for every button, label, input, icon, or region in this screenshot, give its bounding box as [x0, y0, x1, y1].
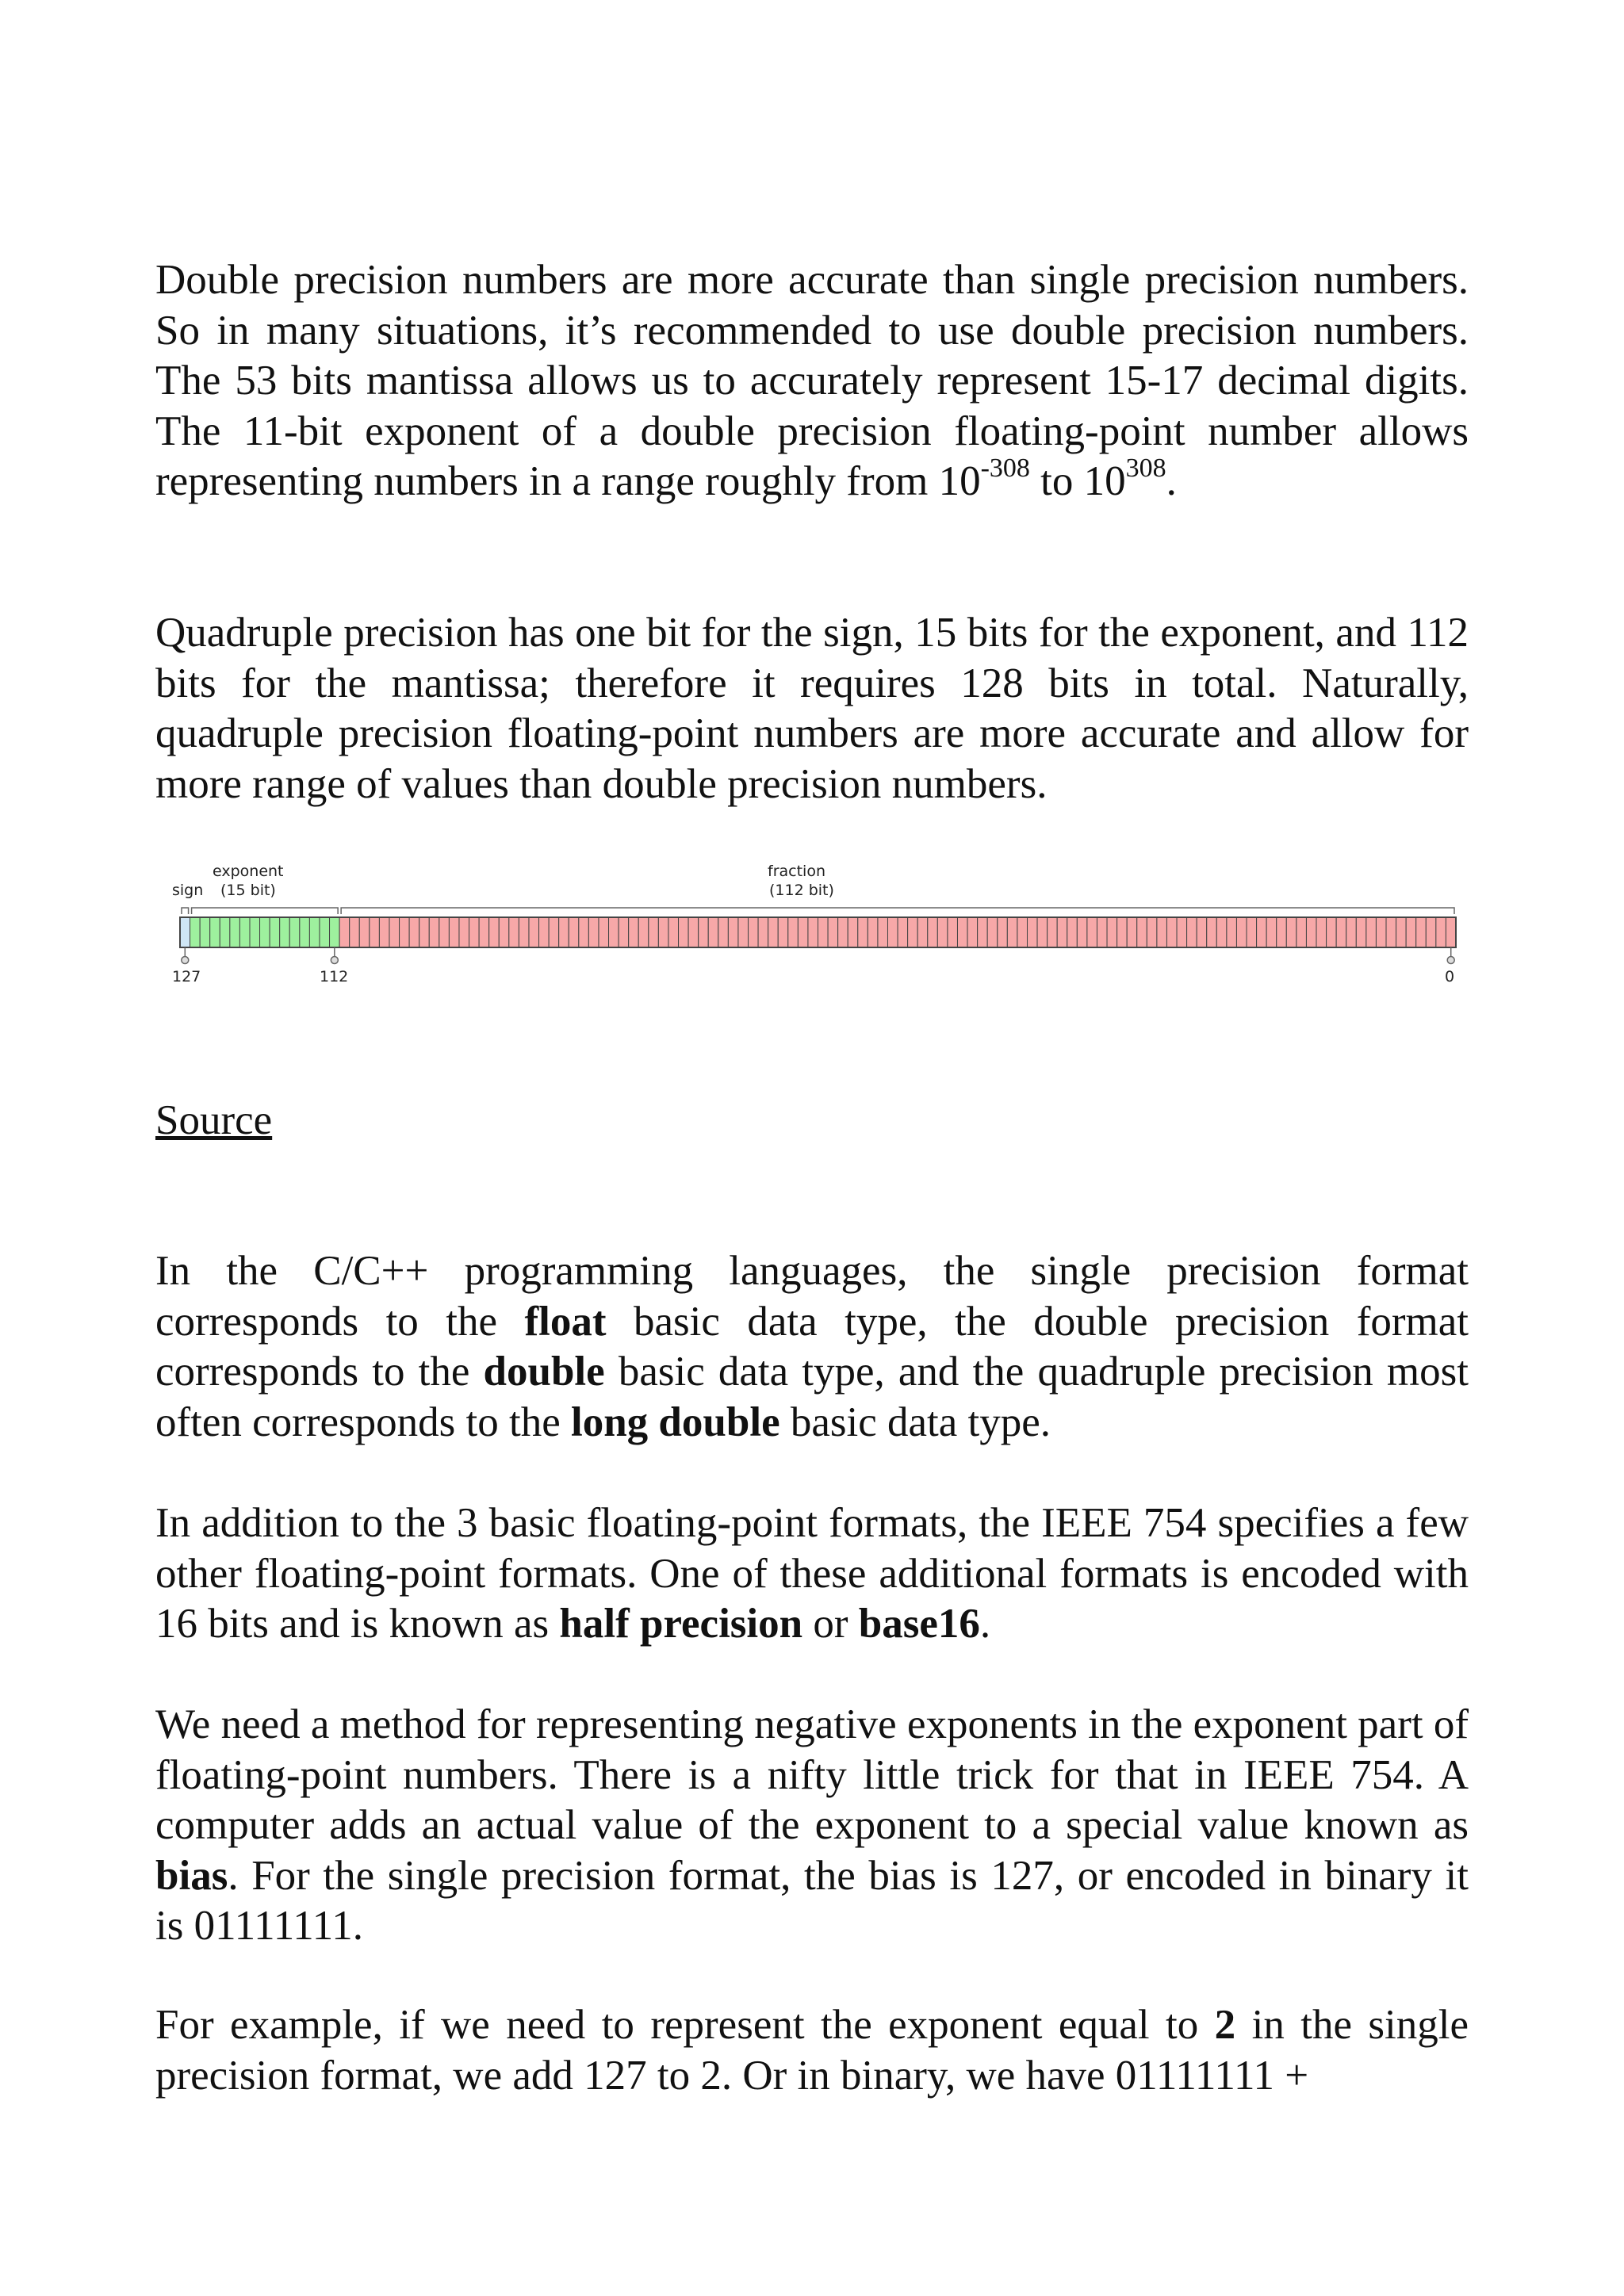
bit-position-ticks: [182, 947, 1454, 964]
fraction-bit-cell-20: [1247, 917, 1257, 947]
fraction-bit-cell-106: [389, 917, 400, 947]
fraction-bit-cell-77: [679, 917, 689, 947]
fraction-bit-cell-59: [858, 917, 868, 947]
fraction-bit-cell-64: [808, 917, 818, 947]
exponent-bit-cell-112: [330, 917, 340, 947]
fraction-bit-cell-52: [928, 917, 938, 947]
fraction-bit-cell-97: [479, 917, 489, 947]
p1-text-c: .: [1166, 458, 1177, 504]
fraction-bit-cell-91: [539, 917, 550, 947]
fraction-bit-cell-65: [798, 917, 808, 947]
fraction-bit-cell-35: [1097, 917, 1107, 947]
fraction-bit-cell-74: [708, 917, 718, 947]
fraction-bit-cell-81: [638, 917, 649, 947]
exponent-bit-cell-117: [280, 917, 290, 947]
fraction-bit-cell-16: [1286, 917, 1297, 947]
field-brackets: [182, 908, 1454, 914]
fraction-label: fraction: [768, 863, 825, 880]
p1-superscript-max: 308: [1125, 453, 1166, 484]
fraction-bit-cell-47: [978, 917, 988, 947]
p1-text-a: Double precision numbers are more accurate than single precision numbers. So in many situations, it’s recommended to use double precision numbers. The 53 bits mantissa allows us to accurately represent 15-17 decimal digits. The 11-bit exponent of a double precision floating-point number allows representing numbers in a range roughly from 10: [155, 257, 1469, 504]
fraction-bit-cell-79: [658, 917, 668, 947]
p4-text-b: basic data type, the double precision format corresponds to the: [155, 1298, 1469, 1395]
source-link[interactable]: Source: [155, 1097, 273, 1143]
fraction-bit-cell-41: [1037, 917, 1048, 947]
fraction-bit-cell-25: [1197, 917, 1207, 947]
fraction-bit-cell-107: [379, 917, 389, 947]
tick-label-112: 112: [320, 968, 349, 985]
fraction-bit-cell-50: [948, 917, 958, 947]
tick-label-0: 0: [1445, 968, 1455, 985]
fraction-bit-cell-84: [609, 917, 619, 947]
fraction-bit-cell-6: [1386, 917, 1396, 947]
fraction-bit-cell-101: [439, 917, 450, 947]
fraction-bit-cell-8: [1366, 917, 1377, 947]
tick-label-127: 127: [172, 968, 201, 985]
fraction-bit-cell-55: [898, 917, 908, 947]
fraction-bit-cell-73: [718, 917, 729, 947]
fraction-bit-cell-46: [987, 917, 998, 947]
exponent-bit-cell-120: [250, 917, 260, 947]
tick-marker-0: [1447, 957, 1454, 964]
fraction-bit-cell-1: [1436, 917, 1446, 947]
exponent-bit-cell-125: [200, 917, 210, 947]
fraction-bit-cell-24: [1207, 917, 1217, 947]
fraction-bit-cell-96: [489, 917, 500, 947]
exponent-bit-cell-115: [300, 917, 310, 947]
p2-text: Quadruple precision has one bit for the sign, 15 bits for the exponent, and 112 bits for the mantissa; therefore it requires 128 bits in total. Naturally, quadruple precision floating-point numbers are more accurate and allow for more range of values than double precision numbers.: [155, 610, 1469, 807]
paragraph-half-precision: [155, 1498, 1469, 1650]
fraction-bit-cell-17: [1277, 917, 1287, 947]
fraction-bit-cell-13: [1316, 917, 1327, 947]
fraction-bit-cell-48: [967, 917, 978, 947]
p1-superscript-min: -308: [980, 453, 1030, 484]
p6-text-b: . For the single precision format, the bias is 127, or encoded in binary it is 01111111.: [155, 1852, 1469, 1949]
fraction-bit-cell-56: [887, 917, 898, 947]
fraction-bit-cell-70: [749, 917, 759, 947]
fraction-bit-cell-28: [1166, 917, 1177, 947]
exponent-label: exponent: [213, 863, 284, 880]
p5-bold-half-precision: half precision: [559, 1601, 803, 1647]
fraction-bit-cell-5: [1396, 917, 1407, 947]
p6-text-a: We need a method for representing negative exponents in the exponent part of floating-point numbers. There is a nifty little trick for that in IEEE 754. A computer adds an actual value of the exponent to a special value known as: [155, 1701, 1469, 1848]
exponent-bit-cell-116: [289, 917, 300, 947]
fraction-bit-cell-0: [1446, 917, 1456, 947]
fraction-bit-cell-23: [1216, 917, 1227, 947]
fraction-bit-cell-26: [1187, 917, 1197, 947]
fraction-bit-cell-110: [350, 917, 360, 947]
fraction-bit-cell-39: [1057, 917, 1067, 947]
fraction-bit-cell-78: [668, 917, 679, 947]
fraction-bit-cell-72: [728, 917, 738, 947]
fraction-bit-cell-86: [588, 917, 599, 947]
fraction-bit-cell-9: [1356, 917, 1366, 947]
fraction-bit-cell-71: [738, 917, 749, 947]
fraction-bit-cell-34: [1107, 917, 1117, 947]
fraction-bit-cell-60: [848, 917, 858, 947]
p7-text-b: in the single precision format, we add 127 to 2. Or in binary, we have 01111111 +: [155, 2002, 1469, 2099]
tick-marker-112: [331, 957, 338, 964]
fraction-bit-cell-111: [339, 917, 350, 947]
fraction-bit-cell-40: [1048, 917, 1058, 947]
fraction-bit-cell-68: [768, 917, 779, 947]
fraction-bit-cell-19: [1257, 917, 1267, 947]
sign-bit-cell-127: [180, 917, 190, 947]
exponent-bit-cell-121: [239, 917, 250, 947]
fraction-bit-cell-109: [359, 917, 370, 947]
p7-bold-two: 2: [1214, 2002, 1236, 2048]
fraction-bit-cell-108: [370, 917, 380, 947]
fraction-bit-cell-21: [1236, 917, 1247, 947]
paragraph-bias: [155, 1700, 1469, 1952]
fraction-bit-cell-2: [1426, 917, 1436, 947]
p4-text-a: In the C/C++ programming languages, the single precision format corresponds to the: [155, 1248, 1469, 1345]
fraction-bit-cell-15: [1297, 917, 1307, 947]
fraction-bit-cell-75: [699, 917, 709, 947]
fraction-bit-cell-83: [619, 917, 629, 947]
fraction-bit-cell-51: [937, 917, 948, 947]
paragraph-example: [155, 2000, 1469, 2101]
exponent-bit-cell-119: [260, 917, 270, 947]
fraction-bit-cell-29: [1157, 917, 1167, 947]
fraction-bit-cell-37: [1077, 917, 1087, 947]
fraction-bit-cell-11: [1336, 917, 1346, 947]
p5-bold-base16: base16: [858, 1601, 980, 1647]
paragraph-double-precision: [155, 255, 1469, 507]
quadruple-precision-bit-layout-diagram: [159, 852, 1467, 991]
fraction-bit-cell-45: [998, 917, 1008, 947]
fraction-bit-cell-102: [429, 917, 439, 947]
exponent-bits-label: (15 bit): [220, 882, 276, 899]
exponent-bit-cell-114: [309, 917, 320, 947]
sign-bracket: [182, 908, 189, 914]
sign-label: sign: [172, 882, 204, 899]
fraction-bit-cell-38: [1067, 917, 1078, 947]
fraction-bit-cell-44: [1007, 917, 1017, 947]
fraction-bit-cell-92: [529, 917, 539, 947]
fraction-bit-cell-43: [1017, 917, 1028, 947]
fraction-bit-cell-10: [1346, 917, 1357, 947]
fraction-bit-cell-4: [1406, 917, 1416, 947]
fraction-bit-cell-88: [569, 917, 579, 947]
p5-text-b: or: [802, 1601, 859, 1647]
fraction-bit-cell-67: [778, 917, 788, 947]
fraction-bit-cell-49: [957, 917, 967, 947]
fraction-bit-cell-57: [878, 917, 888, 947]
fraction-bit-cell-99: [459, 917, 469, 947]
p4-bold-float: float: [524, 1298, 607, 1345]
fraction-bit-cell-69: [758, 917, 768, 947]
fraction-bit-cell-105: [400, 917, 410, 947]
fraction-bit-cell-61: [838, 917, 848, 947]
p6-bold-bias: bias: [155, 1852, 228, 1899]
fraction-bit-cell-87: [579, 917, 589, 947]
fraction-bit-cell-90: [549, 917, 559, 947]
fraction-bit-cell-76: [688, 917, 699, 947]
fraction-bit-cell-54: [908, 917, 918, 947]
p4-bold-double: double: [483, 1349, 605, 1395]
paragraph-c-types: [155, 1246, 1469, 1448]
fraction-bit-cell-82: [629, 917, 639, 947]
fraction-bit-cell-95: [499, 917, 509, 947]
p1-text-b: to 10: [1029, 458, 1126, 504]
p7-text-a: For example, if we need to represent the exponent equal to: [155, 2002, 1215, 2048]
fraction-bit-cell-27: [1177, 917, 1187, 947]
fraction-bit-cell-14: [1306, 917, 1316, 947]
paragraph-quadruple-precision: [155, 608, 1469, 809]
exponent-bracket: [192, 908, 339, 914]
fraction-bit-cell-93: [519, 917, 529, 947]
p4-text-d: basic data type.: [779, 1399, 1051, 1445]
fraction-bit-cell-42: [1027, 917, 1037, 947]
p4-bold-long-double: long double: [570, 1399, 780, 1445]
fraction-bit-cell-3: [1416, 917, 1427, 947]
fraction-bit-cell-89: [559, 917, 569, 947]
fraction-bracket: [341, 908, 1454, 914]
fraction-bit-cell-63: [818, 917, 829, 947]
p5-text-a: In addition to the 3 basic floating-point formats, the IEEE 754 specifies a few other floating-point formats. One of these additional formats is encoded with 16 bits and is known as: [155, 1500, 1469, 1647]
fraction-bit-cell-12: [1327, 917, 1337, 947]
fraction-bit-cell-36: [1087, 917, 1097, 947]
fraction-bit-cell-104: [409, 917, 419, 947]
exponent-bit-cell-118: [270, 917, 280, 947]
exponent-bit-cell-122: [230, 917, 240, 947]
fraction-bit-cell-98: [469, 917, 480, 947]
exponent-bit-cell-123: [220, 917, 230, 947]
fraction-bit-cell-18: [1266, 917, 1277, 947]
fraction-bit-cell-100: [449, 917, 459, 947]
fraction-bit-cell-30: [1147, 917, 1157, 947]
p4-text-c: basic data type, and the quadruple precision most often corresponds to the: [155, 1349, 1469, 1445]
fraction-bit-cell-7: [1376, 917, 1386, 947]
fraction-bit-cell-94: [509, 917, 519, 947]
exponent-bit-cell-124: [210, 917, 220, 947]
fraction-bit-cell-33: [1117, 917, 1128, 947]
fraction-bit-cell-58: [868, 917, 878, 947]
fraction-bit-cell-103: [419, 917, 430, 947]
fraction-bit-cell-32: [1127, 917, 1137, 947]
p5-text-c: .: [979, 1601, 991, 1647]
fraction-bit-cell-80: [649, 917, 659, 947]
bit-cells: [180, 917, 1456, 947]
fraction-bit-cell-22: [1227, 917, 1237, 947]
exponent-bit-cell-126: [190, 917, 201, 947]
exponent-bit-cell-113: [320, 917, 330, 947]
fraction-bit-cell-66: [788, 917, 799, 947]
fraction-bit-cell-53: [917, 917, 928, 947]
fraction-bits-label: (112 bit): [769, 882, 834, 899]
fraction-bit-cell-85: [599, 917, 609, 947]
fraction-bit-cell-31: [1137, 917, 1147, 947]
fraction-bit-cell-62: [828, 917, 838, 947]
tick-marker-127: [182, 957, 189, 964]
